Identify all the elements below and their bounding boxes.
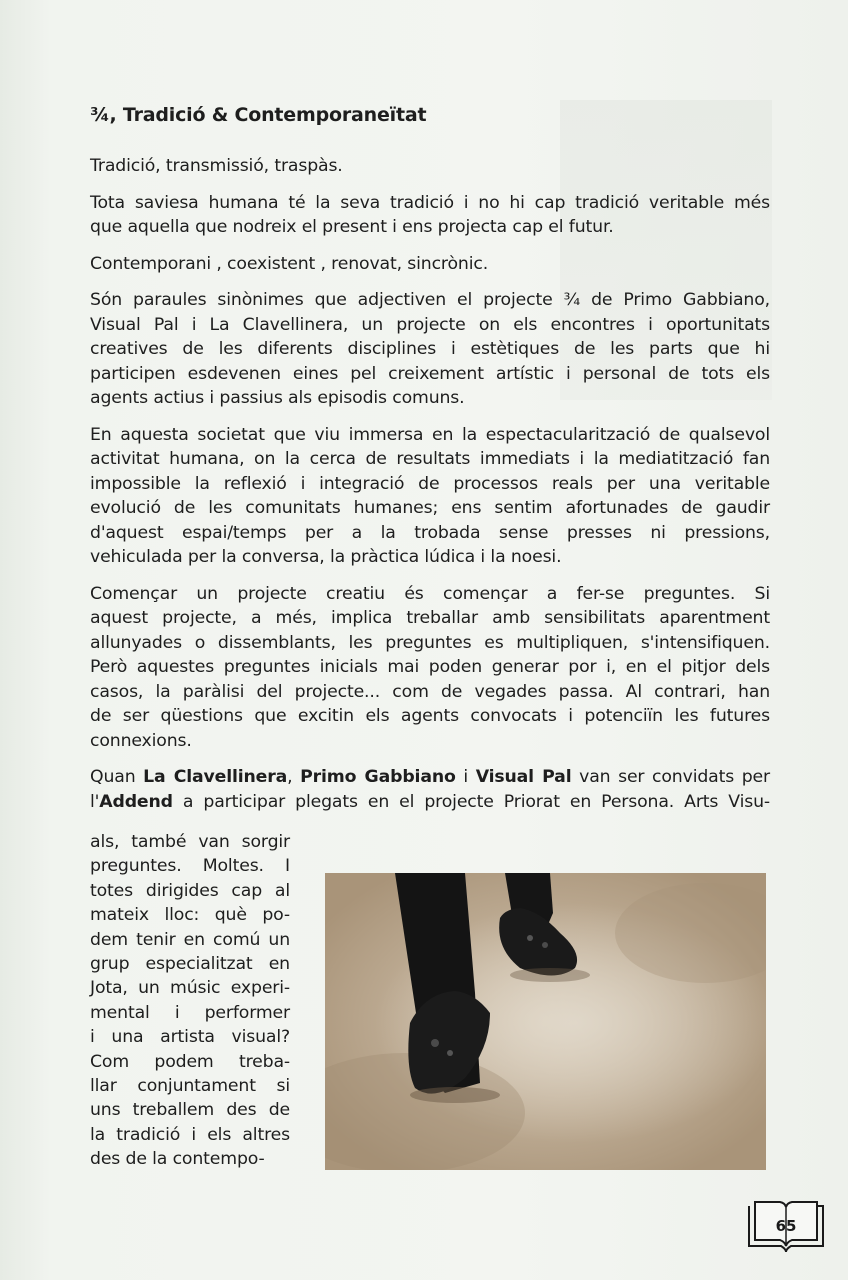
text-line: mental i performer [90, 1002, 290, 1023]
text-line: allunyades o dissemblants, les preguntes es multipliquen, s'intensifiquen. [90, 632, 770, 653]
text-line: Jota, un músic experi- [90, 978, 290, 999]
text-line: impossible la reflexió i integració de processos reals per una veritable [90, 473, 770, 494]
text-line: Quan La Clavellinera, Primo Gabbiano i Visual Pal van ser convidats per [90, 767, 770, 787]
text-line: activitat humana, on la cerca de resultats immediats i la mediatització fan [90, 449, 770, 469]
photo-feet-walking [325, 873, 766, 1170]
page-number: 65 [775, 1217, 797, 1235]
text-line: uns treballem des de [90, 1100, 290, 1121]
text-line: participen esdevenen eines pel creixement artístic i personal de tots els [90, 363, 770, 384]
name-la-clavellinera: La Clavellinera [143, 767, 288, 787]
paragraph [90, 191, 770, 240]
paragraph: Tradició, transmissió, traspàs. [90, 156, 343, 176]
paragraph [90, 288, 770, 411]
paragraph [90, 765, 770, 814]
text-line: als, també van sorgir [90, 832, 290, 852]
text-line: la tradició i els altres [90, 1124, 290, 1145]
text-line: Com podem treba- [90, 1051, 290, 1072]
text-line: llar conjuntament si [90, 1076, 290, 1097]
text-line: de ser qüestions que excitin els agents convocats i potenciïn les futures [90, 706, 770, 726]
name-primo-gabbiano: Primo Gabbiano [300, 767, 456, 787]
text-line: grup especialitzat en [90, 954, 290, 975]
text-line: aquest projecte, a més, implica treballar amb sensibilitats aparentment [90, 608, 770, 628]
paragraph [90, 582, 770, 754]
text-line: l'Addend a participar plegats en el projecte Priorat en Persona. Arts Visu- [90, 791, 770, 812]
text-line: Començar un projecte creatiu és començar a fer-se preguntes. Si [90, 583, 770, 604]
paragraph [90, 423, 770, 570]
text-line: Són paraules sinònimes que adjectiven el projecte ¾ de Primo Gabbiano, [90, 290, 770, 310]
text-line: totes dirigides cap al [90, 880, 290, 901]
text-line: Visual Pal i La Clavellinera, un projecte on els encontres i oportunitats [90, 314, 770, 335]
text-line: d'aquest espai/temps per a la trobada sense presses ni pressions, [90, 522, 770, 543]
text-line: casos, la paràlisi del projecte... com de vegades passa. Al contrari, han [90, 681, 770, 702]
section-title: ¾, Tradició & Contemporaneïtat [90, 104, 427, 126]
text-line: evolució de les comunitats humanes; ens sentim afortunades de gaudir [90, 498, 770, 518]
text-line: preguntes. Moltes. I [90, 856, 290, 877]
text-line: vehiculada per la conversa, la pràctica lúdica i la noesi. [90, 547, 562, 567]
text-line: Però aquestes preguntes inicials mai poden generar por i, en el pitjor dels [90, 657, 770, 677]
photo-illustration [325, 873, 766, 1170]
text-line: i una artista visual? [90, 1027, 290, 1048]
paragraph: Contemporani , coexistent , renovat, sincrònic. [90, 253, 489, 274]
text-line: dem tenir en comú un [90, 929, 290, 950]
narrow-column-text [90, 830, 290, 1172]
text-line: Tota saviesa humana té la seva tradició i no hi cap tradició veritable més [90, 192, 770, 213]
name-addend: Addend [99, 791, 173, 812]
text-line: agents actius i passius als episodis comuns. [90, 388, 465, 408]
text-line: que aquella que nodreix el present i ens projecta cap el futur. [90, 217, 614, 237]
text-line: connexions. [90, 730, 192, 751]
text-line: mateix lloc: què po- [90, 905, 290, 926]
text-line: En aquesta societat que viu immersa en la espectacularització de qualsevol [90, 424, 770, 445]
text-line: des de la contempo- [90, 1149, 265, 1170]
article-body [90, 154, 770, 826]
name-visual-pal: Visual Pal [475, 767, 572, 787]
text-line: creatives de les diferents disciplines i estètiques de les parts que hi [90, 339, 770, 359]
